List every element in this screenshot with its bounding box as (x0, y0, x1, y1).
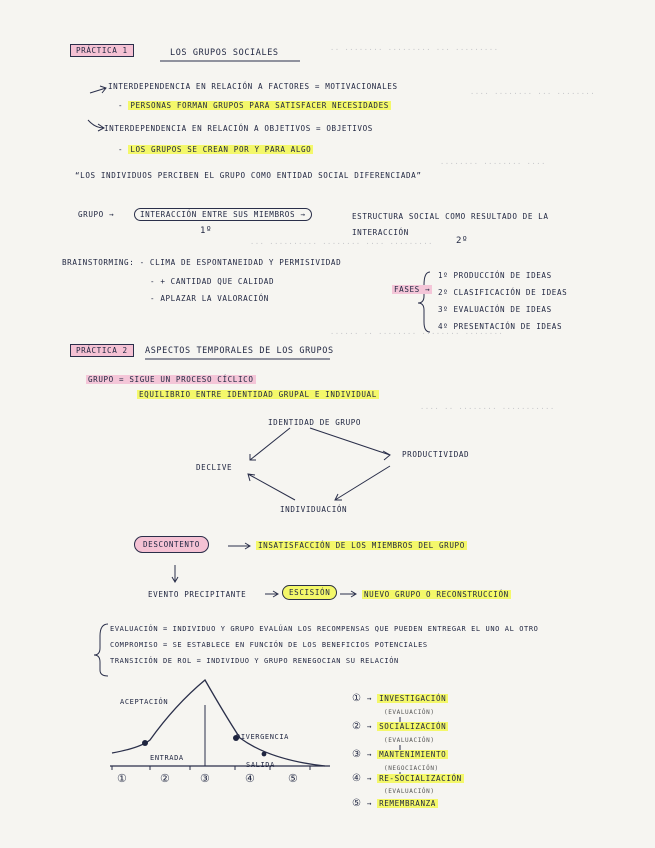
phase-num-1: ① (117, 772, 128, 785)
evento-precipitante: EVENTO PRECIPITANTE (148, 590, 247, 599)
escision-badge: ESCISIÓN (282, 588, 337, 598)
fase-3: 3º EVALUACIÓN DE IDEAS (438, 305, 552, 314)
number-2: 2º (456, 236, 469, 246)
ghost-text: ·· ········ ········· ··· ········· (330, 46, 499, 54)
cycle-productividad: PRODUCTIVIDAD (402, 450, 470, 459)
aplazar-valoracion: - APLAZAR LA VALORACIÓN (150, 294, 269, 303)
interaccion-resultado: INTERACCIÓN (352, 228, 409, 237)
interdependencia-factores: INTERDEPENDENCIA EN RELACIÓN A FACTORES = MOTIVACIONALES (108, 82, 398, 91)
brainstorming: BRAINSTORMING: - CLIMA DE ESPONTANEIDAD Y PERMISIVIDAD (62, 258, 342, 267)
nuevo-grupo: NUEVO GRUPO O RECONSTRUCCIÓN (364, 590, 509, 599)
ghost-text: ···· ········ ··· ········ (470, 90, 596, 98)
curve-divergencia: DIVERGENCIA (236, 733, 289, 741)
phase-num-2: ② (160, 772, 171, 785)
grupos-se-crean: - LOS GRUPOS SE CREAN POR Y PARA ALGO (118, 145, 312, 154)
compromiso-definicion: COMPROMISO = SE ESTABLECE EN FUNCIÓN DE LOS BENEFICIOS POTENCIALES (110, 641, 428, 649)
curve-entrada: ENTRADA (150, 754, 184, 762)
fase-1: 1º PRODUCCIÓN DE IDEAS (438, 271, 552, 280)
ghost-text: ········ ········ ···· (440, 160, 546, 168)
ghost-text: ······ ·· ········ ········ ········ (330, 330, 504, 338)
phase-3-sub: (NEGOCIACIÓN) (384, 765, 439, 772)
fase-2: 2º CLASIFICACIÓN DE IDEAS (438, 288, 568, 297)
phase-1: ① → INVESTIGACIÓN (352, 693, 447, 704)
grupo-proceso-ciclico: GRUPO = SIGUE UN PROCESO CÍCLICO (88, 375, 254, 384)
phase-3: ③ → MANTENIMIENTO (352, 749, 447, 760)
quote-entidad-social: “LOS INDIVIDUOS PERCIBEN EL GRUPO COMO ENTIDAD SOCIAL DIFERENCIADA” (75, 171, 422, 180)
phase-4: ④ → RE-SOCIALIZACIÓN (352, 773, 462, 784)
practica1-title: LOS GRUPOS SOCIALES (170, 48, 279, 58)
ghost-text: ···· ·· ········ ··········· (420, 405, 555, 413)
phase-4-sub: (EVALUACIÓN) (384, 788, 435, 795)
curve-salida: SALIDA (246, 761, 275, 769)
practica2-title: ASPECTOS TEMPORALES DE LOS GRUPOS (145, 346, 334, 356)
practica1-label: PRÁCTICA 1 (70, 44, 134, 57)
interdependencia-objetivos: INTERDEPENDENCIA EN RELACIÓN A OBJETIVOS = OBJETIVOS (104, 124, 373, 133)
phase-num-4: ④ (245, 772, 256, 785)
phase-num-5: ⑤ (288, 772, 299, 785)
equilibrio-identidad: EQUILIBRIO ENTRE IDENTIDAD GRUPAL E INDIVIDUAL (139, 390, 377, 399)
estructura-social: ESTRUCTURA SOCIAL COMO RESULTADO DE LA (352, 212, 549, 221)
insatisfaccion-miembros: INSATISFACCIÓN DE LOS MIEMBROS DEL GRUPO (258, 541, 465, 550)
transicion-rol-definicion: TRANSICIÓN DE ROL = INDIVIDUO Y GRUPO RENEGOCIAN SU RELACIÓN (110, 657, 399, 665)
cantidad-calidad: - + CANTIDAD QUE CALIDAD (150, 277, 275, 286)
curve-aceptacion: ACEPTACIÓN (120, 698, 169, 706)
phase-num-3: ③ (200, 772, 211, 785)
phase-2: ② → SOCIALIZACIÓN (352, 721, 447, 732)
phase-1-sub: (EVALUACIÓN) (384, 709, 435, 716)
practica2-label: PRÁCTICA 2 (70, 344, 134, 357)
cycle-individuacion: INDIVIDUACIÓN (280, 505, 348, 514)
phase-5: ⑤ → REMEMBRANZA (352, 798, 436, 809)
descontento-badge: DESCONTENTO (134, 540, 209, 550)
personas-forman-grupos: - PERSONAS FORMAN GRUPOS PARA SATISFACER NECESIDADES (118, 101, 389, 110)
number-1: 1º (200, 226, 213, 236)
fase-4: 4º PRESENTACIÓN DE IDEAS (438, 322, 563, 331)
phase-2-sub: (EVALUACIÓN) (384, 737, 435, 744)
cycle-identidad-grupo: IDENTIDAD DE GRUPO (268, 418, 362, 427)
interaccion-miembros: INTERACCIÓN ENTRE SUS MIEMBROS → (134, 210, 312, 220)
grupo-arrow: GRUPO → (78, 210, 115, 219)
cycle-declive: DECLIVE (196, 463, 233, 472)
ghost-text: ··· ·········· ········ ···· ········· (250, 240, 433, 248)
evaluacion-definicion: EVALUACIÓN = INDIVIDUO Y GRUPO EVALÚAN LOS RECOMPENSAS QUE PUEDEN ENTREGAR EL UNO AL OTRO (110, 625, 539, 633)
fases-label: FASES → (394, 285, 431, 294)
